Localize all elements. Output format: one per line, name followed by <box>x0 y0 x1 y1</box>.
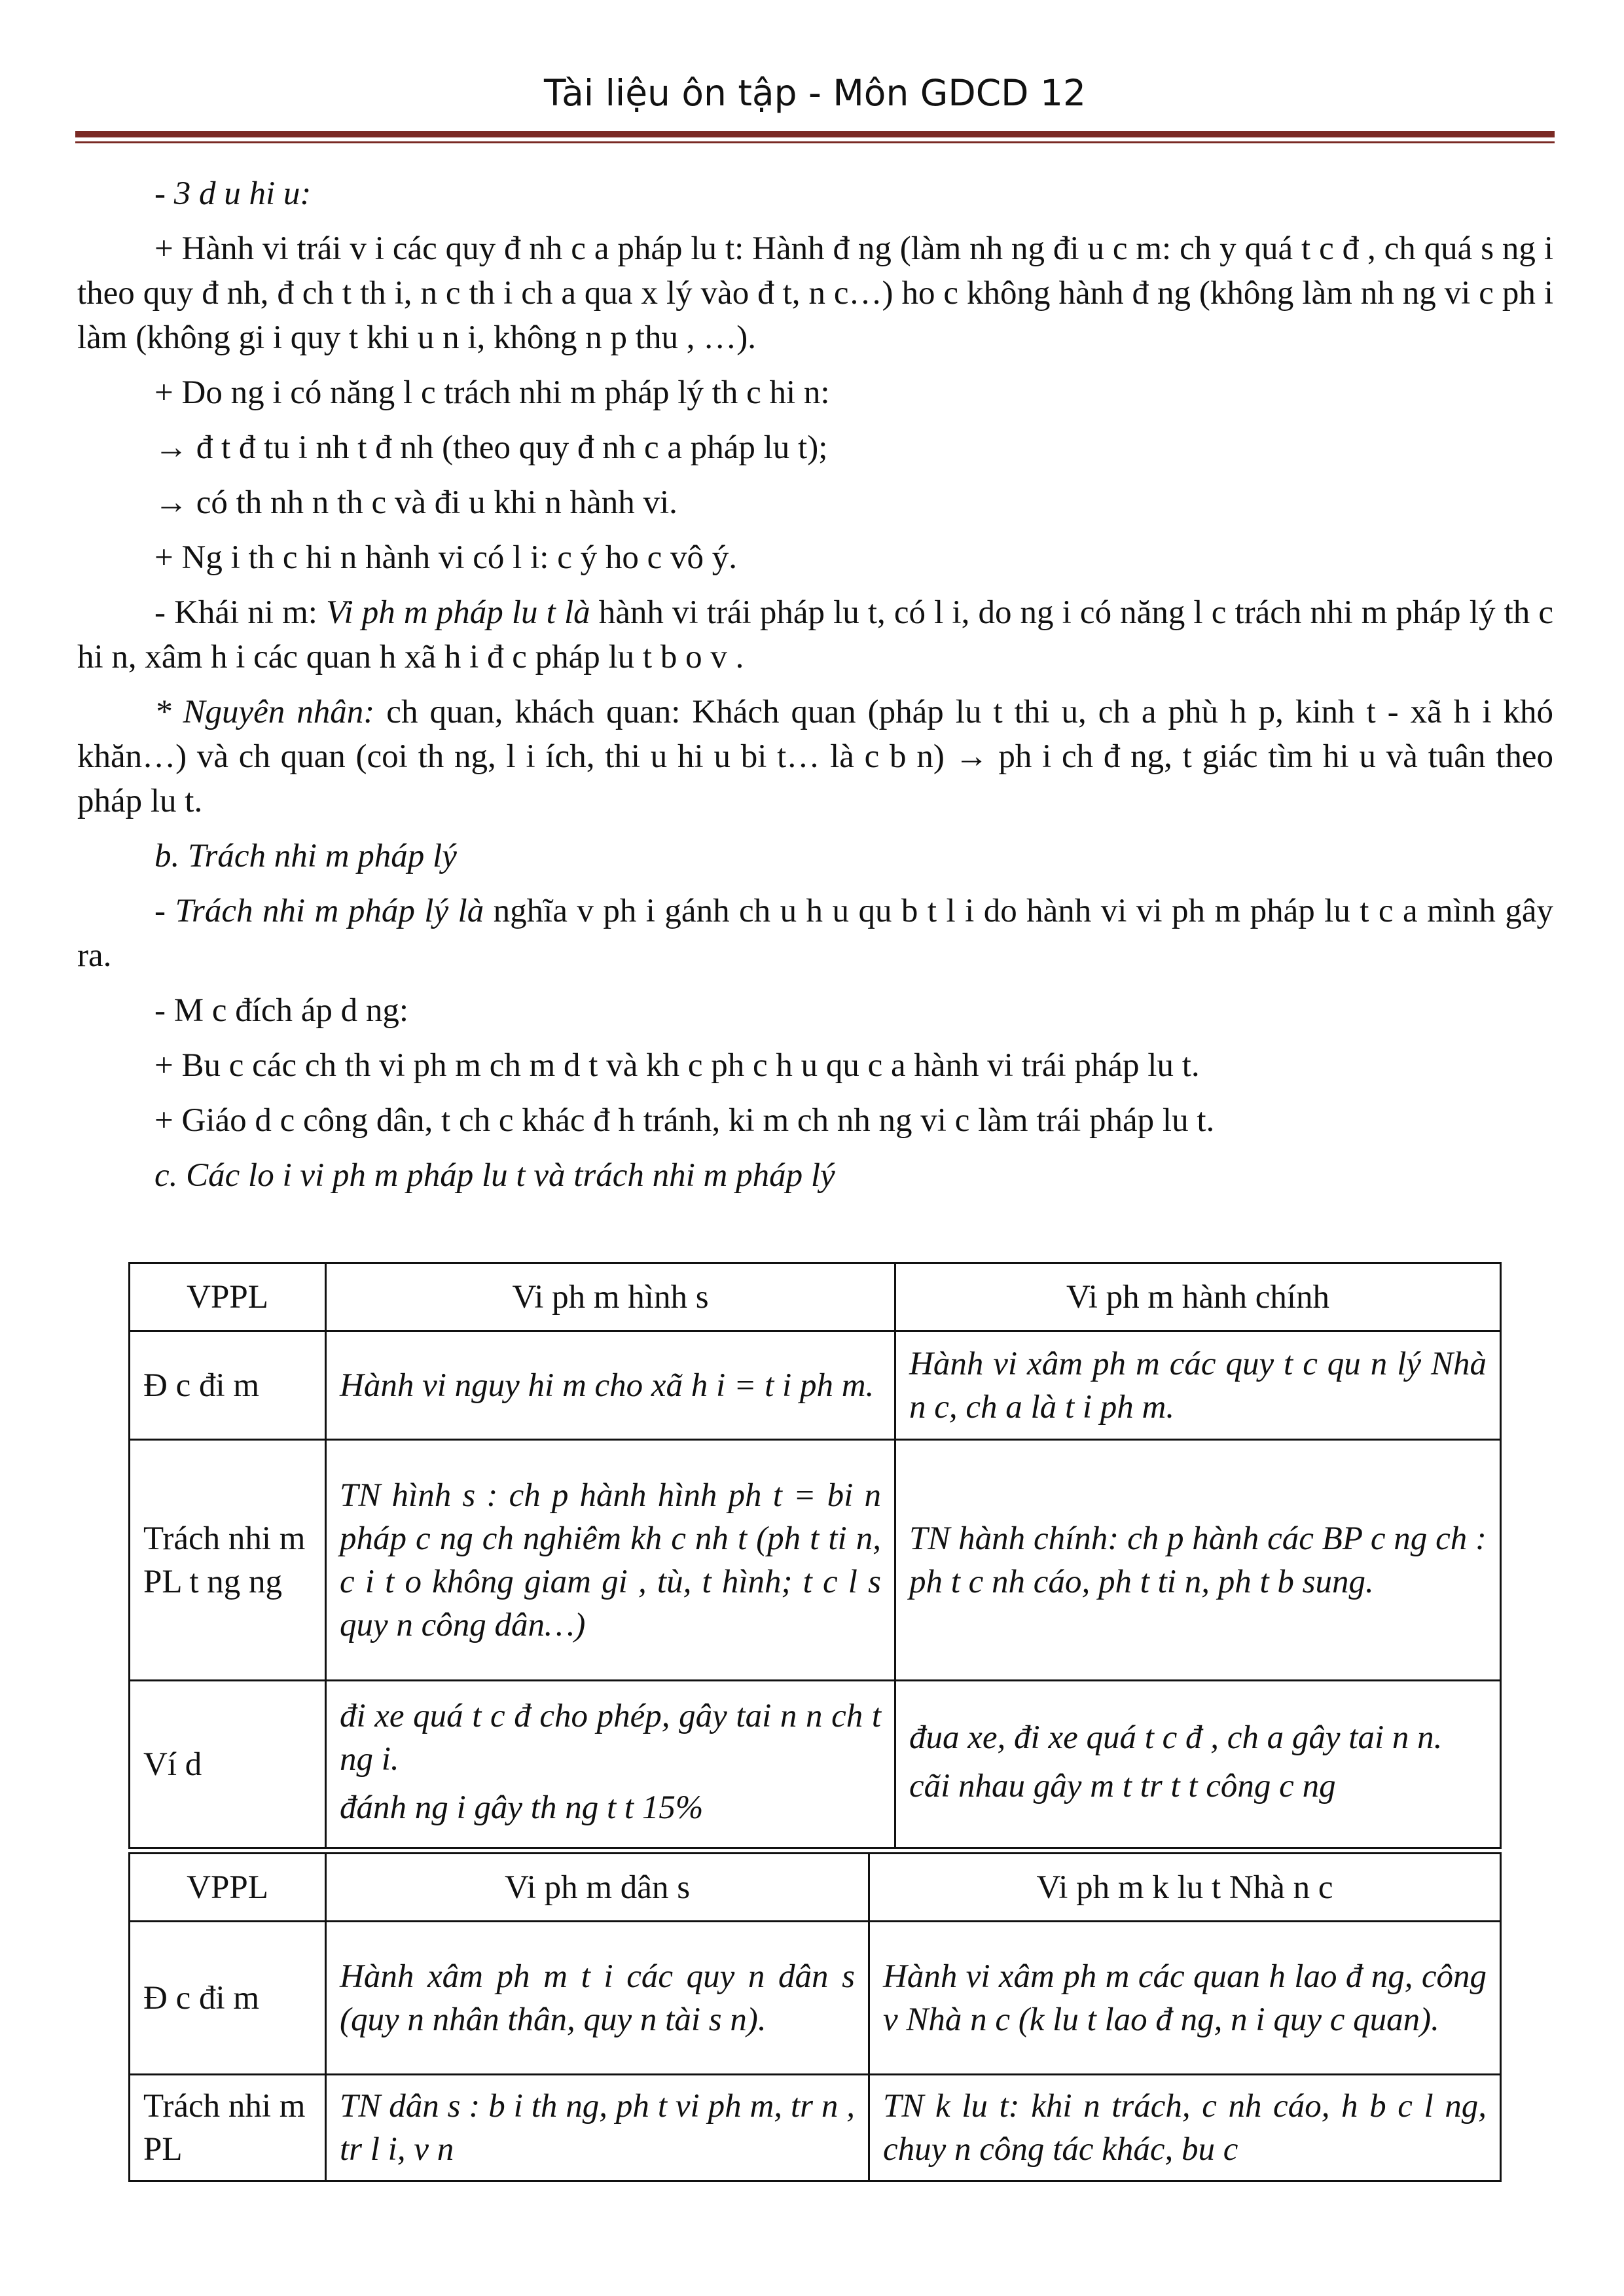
table-header-cell: Vi ph m k lu t Nhà n c <box>869 1854 1501 1922</box>
table-cell <box>326 1681 895 1848</box>
paragraph-purpose-2: + Giáo d c công dân, t ch c khác đ h tránh, ki m ch nh ng vi c làm trái pháp lu t. <box>154 1102 1215 1139</box>
paragraph-definition <box>77 590 1553 679</box>
section-heading-signs: - 3 d u hi u: <box>154 175 312 212</box>
liability-term: Trách nhi m pháp lý là <box>175 893 484 929</box>
table-cell: TN hành chính: ch p hành các BP c ng ch : ph t c nh cáo, ph t ti n, ph t b sung. <box>895 1440 1501 1681</box>
table-cell: TN k lu t: khi n trách, c nh cáo, h b c l ng, chuy n công tác khác, bu c <box>869 2075 1501 2181</box>
table-cell: TN hình s : ch p hành hình ph t = bi n pháp c ng ch nghiêm kh c nh t (ph t ti n, c i t o không giam gi , tù, t hình; t c l s quy n công dân…) <box>326 1440 895 1681</box>
paragraph-age-text: đ t đ tu i nh t đ nh (theo quy đ nh c a pháp lu t); <box>188 429 828 466</box>
example-text: đi xe quá t c đ cho phép, gây tai n n ch t ng i. <box>340 1697 881 1778</box>
table-row <box>130 1681 1501 1848</box>
table-row <box>130 1440 1501 1681</box>
arrow-icon: → <box>154 484 188 521</box>
page-header-title: Tài liệu ôn tập - Môn GDCD 12 <box>543 72 1086 114</box>
table-row <box>130 1331 1501 1440</box>
row-label: Đ c đi m <box>130 1922 326 2075</box>
table-cell: TN dân s : b i th ng, ph t vi ph m, tr n , tr l i, v n <box>326 2075 869 2181</box>
causes-conclusion: ph i ch đ ng, t giác tìm hi u và tuân theo pháp lu t. <box>77 738 1554 819</box>
table-cell: Hành xâm ph m t i các quy n dân s (quy n nhân thân, quy n tài s n). <box>326 1922 869 2075</box>
table-row <box>130 2075 1501 2181</box>
paragraph-capacity: + Do ng i có năng l c trách nhi m pháp lý th c hi n: <box>154 374 830 411</box>
causes-text: ch quan, khách quan: Khách quan (pháp lu t thi u, ch a phù h p, kinh t - xã h i khó khăn…) và ch quan (coi th ng, l i ích, thi u hi u bi t… là c b n) <box>77 694 1553 775</box>
arrow-icon: → <box>954 738 988 775</box>
liability-text: nghĩa v ph i gánh ch u h u qu b t l i do hành vi vi ph m pháp lu t c a mình gây ra. <box>77 893 1553 974</box>
violations-table-2 <box>128 1852 1502 2182</box>
header-rule-thin <box>75 141 1555 143</box>
liability-lead: - <box>154 893 175 929</box>
example-text: đua xe, đi xe quá t c đ , ch a gây tai n n. <box>909 1719 1443 1756</box>
table-header-row <box>130 1854 1501 1922</box>
table-header-cell: VPPL <box>130 1854 326 1922</box>
row-label: Trách nhi m PL t ng ng <box>130 1440 326 1681</box>
arrow-icon: → <box>154 429 188 466</box>
paragraph-fault: + Ng i th c hi n hành vi có l i: c ý ho c vô ý. <box>154 539 737 576</box>
table-header-cell: Vi ph m hành chính <box>895 1263 1501 1331</box>
table-cell <box>895 1681 1501 1848</box>
example-text: cãi nhau gây m t tr t t công c ng <box>909 1767 1336 1804</box>
table-row <box>130 1922 1501 2075</box>
definition-text: hành vi trái pháp lu t, có l i, do ng i có năng l c trách nhi m pháp lý th c hi n, xâm h i các quan h xã h i đ c pháp lu t b o v . <box>77 594 1553 675</box>
paragraph-causes <box>77 690 1553 823</box>
paragraph-age <box>77 425 1553 470</box>
violations-table-1 <box>128 1262 1502 1849</box>
table-cell: Hành vi nguy hi m cho xã h i = t i ph m. <box>326 1331 895 1440</box>
definition-term: Vi ph m pháp lu t là <box>326 594 590 631</box>
table-cell: Hành vi xâm ph m các quy t c qu n lý Nhà n c, ch a là t i ph m. <box>895 1331 1501 1440</box>
section-heading-liability: b. Trách nhi m pháp lý <box>154 838 457 874</box>
row-label: Ví d <box>130 1681 326 1848</box>
table-header-cell: VPPL <box>130 1263 326 1331</box>
header-rule-thick <box>75 131 1555 137</box>
table-header-row <box>130 1263 1501 1331</box>
paragraph-liability-definition <box>77 889 1553 978</box>
row-label: Đ c đi m <box>130 1331 326 1440</box>
example-text: đánh ng i gây th ng t t 15% <box>340 1789 704 1826</box>
definition-lead: - Khái ni m: <box>154 594 327 631</box>
paragraph-awareness <box>77 480 1553 525</box>
table-cell: Hành vi xâm ph m các quan h lao đ ng, công v Nhà n c (k lu t lao đ ng, n i quy c quan). <box>869 1922 1501 2075</box>
row-label: Trách nhi m PL <box>130 2075 326 2181</box>
causes-label: * Nguyên nhân: <box>154 694 375 730</box>
document-body <box>77 171 1553 1208</box>
paragraph-purpose-1: + Bu c các ch th vi ph m ch m d t và kh c ph c h u qu c a hành vi trái pháp lu t. <box>154 1047 1200 1084</box>
paragraph-awareness-text: có th nh n th c và đi u khi n hành vi. <box>188 484 677 521</box>
table-header-cell: Vi ph m hình s <box>326 1263 895 1331</box>
paragraph-purpose: - M c đích áp d ng: <box>154 992 409 1029</box>
section-heading-types: c. Các lo i vi ph m pháp lu t và trách nhi m pháp lý <box>154 1157 835 1194</box>
table-header-cell: Vi ph m dân s <box>326 1854 869 1922</box>
paragraph-illegal-act: + Hành vi trái v i các quy đ nh c a pháp lu t: Hành đ ng (làm nh ng đi u c m: ch y quá t c đ , ch quá s ng i theo quy đ nh, đ ch t th i, n c th i ch a qua x lý vào đ t, n c…) ho c không hành đ ng (không làm nh ng vi c ph i làm (không gi i quy t khi u n i, không n p thu , …). <box>77 230 1553 356</box>
